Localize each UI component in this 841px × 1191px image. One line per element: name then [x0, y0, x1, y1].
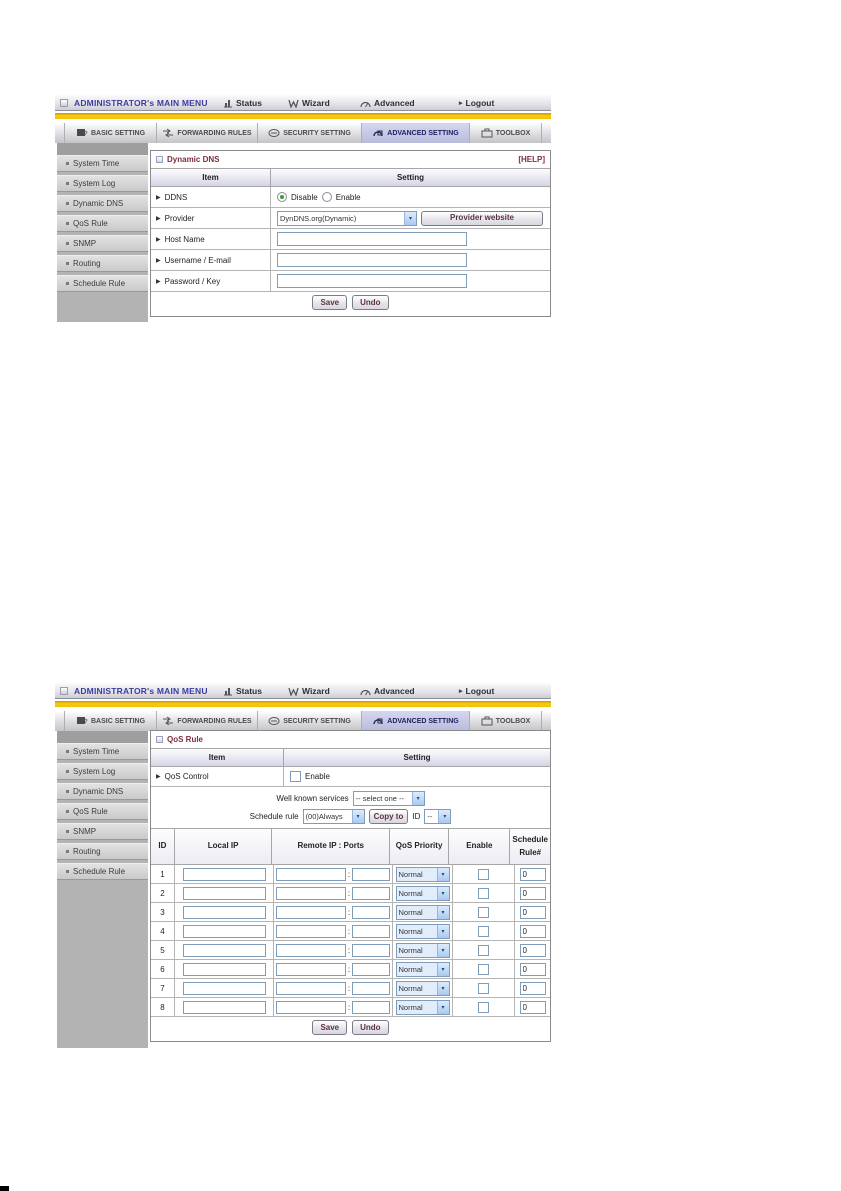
well-known-services-label: Well known services [276, 794, 349, 803]
undo-button[interactable]: Undo [352, 1020, 388, 1035]
local-ip-input[interactable] [183, 1001, 266, 1014]
tab-bar [55, 123, 551, 143]
sidebar-item-routing[interactable]: Routing [57, 843, 148, 860]
sidebar-item-routing[interactable]: Routing [57, 255, 148, 272]
bullet-icon [66, 830, 69, 833]
bullet-icon [66, 202, 69, 205]
remote-ip-input[interactable] [276, 906, 346, 919]
chevron-down-icon: ▾ [437, 887, 449, 900]
basic-setting-icon [76, 128, 88, 138]
advanced-icon [360, 687, 371, 696]
chevron-down-icon: ▾ [437, 1001, 449, 1014]
column-header-setting: Setting [403, 753, 431, 762]
table-row: 3 : Normal ▾ 0 [151, 903, 550, 922]
column-header-item: Item [151, 169, 271, 186]
bullet-icon [66, 262, 69, 265]
col-header-priority: QoS Priority [390, 829, 449, 864]
provider-select[interactable]: DynDNS.org(Dynamic) ▾ [277, 211, 417, 226]
radio-dot-icon [280, 195, 284, 199]
table-row: 8 : Normal ▾ 0 [151, 998, 550, 1017]
host-name-input[interactable] [277, 232, 467, 246]
ports-input[interactable] [352, 887, 390, 900]
forwarding-rules-icon [162, 716, 174, 726]
remote-ip-input[interactable] [276, 963, 346, 976]
bullet-icon [66, 770, 69, 773]
row-arrow-icon: ▶ [156, 257, 161, 264]
priority-select[interactable]: Normal ▾ [396, 981, 450, 996]
accent-stripe [55, 113, 551, 119]
tab-advanced-setting[interactable]: ADVANCED SETTING [362, 123, 470, 143]
local-ip-input[interactable] [183, 925, 266, 938]
local-ip-input[interactable] [183, 868, 266, 881]
sidebar-item-qos-rule[interactable]: QoS Rule [57, 215, 148, 232]
main-menu-title: ADMINISTRATOR's MAIN MENU [74, 686, 208, 696]
bullet-icon [66, 870, 69, 873]
table-row: ▶ Provider DynDNS.org(Dynamic) ▾ Provider website [151, 208, 550, 229]
window-icon [60, 99, 68, 107]
col-header-id: ID [151, 829, 175, 864]
priority-select[interactable]: Normal ▾ [396, 962, 450, 977]
table-row: ▶ Host Name [151, 229, 550, 250]
tab-basic-setting[interactable]: BASIC SETTING [65, 123, 157, 143]
priority-select[interactable]: Normal ▾ [396, 1000, 450, 1015]
local-ip-input[interactable] [183, 982, 266, 995]
tab-spacer [55, 123, 65, 143]
security-setting-icon [268, 716, 280, 726]
status-icon [223, 687, 233, 696]
advanced-setting-icon [372, 128, 384, 138]
tab-spacer [55, 711, 65, 731]
local-ip-input[interactable] [183, 887, 266, 900]
panel-square-icon [156, 156, 163, 163]
screenshot-qos-rule [55, 683, 551, 1048]
qos-table-header [151, 829, 550, 865]
row-arrow-icon: ▶ [156, 215, 161, 222]
ddns-enable-radio[interactable] [322, 192, 332, 202]
row-arrow-icon: ▶ [156, 278, 161, 285]
menu-item-logout[interactable]: ▸ Logout [459, 98, 495, 108]
window-icon [60, 687, 68, 695]
menu-item-advanced[interactable]: Advanced [360, 98, 415, 108]
save-button[interactable]: Save [312, 1020, 347, 1035]
row-arrow-icon: ▶ [156, 774, 161, 780]
schedule-rule-input[interactable] [520, 906, 546, 919]
tab-bar [55, 711, 551, 731]
priority-select[interactable]: Normal ▾ [396, 943, 450, 958]
column-header-item: Item [151, 749, 284, 766]
ports-input[interactable] [352, 906, 390, 919]
sidebar-item-dynamic-dns[interactable]: Dynamic DNS [57, 783, 148, 800]
table-row: ▶ Username / E-mail [151, 250, 550, 271]
wizard-icon [288, 99, 299, 108]
toolbox-icon [481, 716, 493, 726]
tab-toolbox[interactable]: TOOLBOX [470, 711, 542, 731]
ports-input[interactable] [352, 944, 390, 957]
qos-control-row: ▶ QoS Control Enable [151, 767, 550, 787]
username-email-input[interactable] [277, 253, 467, 267]
col-header-local-ip: Local IP [175, 829, 273, 864]
table-row: 2 : Normal ▾ 0 [151, 884, 550, 903]
schedule-rule-label: Schedule rule [249, 812, 299, 821]
menu-item-status[interactable]: Status [223, 686, 262, 696]
local-ip-input[interactable] [183, 944, 266, 957]
main-menu-title: ADMINISTRATOR's MAIN MENU [74, 98, 208, 108]
ports-input[interactable] [352, 982, 390, 995]
tab-advanced-setting[interactable]: ADVANCED SETTING [362, 711, 470, 731]
tab-basic-setting[interactable]: BASIC SETTING [65, 711, 157, 731]
schedule-rule-input[interactable] [520, 982, 546, 995]
remote-ip-input[interactable] [276, 944, 346, 957]
sidebar-top-strip [57, 731, 148, 743]
col-header-enable: Enable [449, 829, 510, 864]
qos-rule-panel [150, 730, 551, 1042]
rule-enable-checkbox[interactable] [478, 1002, 489, 1013]
chevron-down-icon: ▾ [437, 925, 449, 938]
table-header-row [151, 168, 550, 187]
qos-rules-table [151, 829, 550, 1017]
accent-stripe [55, 701, 551, 707]
sidebar-item-dynamic-dns[interactable]: Dynamic DNS [57, 195, 148, 212]
local-ip-input[interactable] [183, 963, 266, 976]
help-link[interactable]: [HELP] [518, 155, 545, 164]
dynamic-dns-panel [150, 150, 551, 317]
qos-control-enable-checkbox[interactable] [290, 771, 301, 782]
remote-ip-input[interactable] [276, 1001, 346, 1014]
rule-enable-checkbox[interactable] [478, 869, 489, 880]
status-icon [223, 99, 233, 108]
ports-input[interactable] [352, 1001, 390, 1014]
forwarding-rules-icon [162, 128, 174, 138]
rule-enable-checkbox[interactable] [478, 945, 489, 956]
schedule-rule-input[interactable] [520, 1001, 546, 1014]
schedule-rule-input[interactable] [520, 963, 546, 976]
bullet-icon [66, 282, 69, 285]
table-row: 7 : Normal ▾ 0 [151, 979, 550, 998]
menu-item-wizard[interactable]: Wizard [288, 98, 330, 108]
schedule-rule-input[interactable] [520, 944, 546, 957]
advanced-setting-icon [372, 716, 384, 726]
rule-enable-checkbox[interactable] [478, 907, 489, 918]
priority-select[interactable]: Normal ▾ [396, 886, 450, 901]
table-row: 6 : Normal ▾ 0 [151, 960, 550, 979]
chevron-down-icon: ▾ [352, 810, 364, 823]
row-arrow-icon: ▶ [156, 236, 161, 243]
schedule-rule-input[interactable] [520, 887, 546, 900]
menu-item-logout[interactable]: ▸ Logout [459, 686, 495, 696]
copy-id-select[interactable]: -- ▾ [424, 809, 451, 824]
panel-square-icon [156, 736, 163, 743]
col-header-schedule: Schedule Rule# [512, 834, 548, 857]
bullet-icon [66, 750, 69, 753]
page-corner-mark [0, 1186, 9, 1191]
bullet-icon [66, 810, 69, 813]
main-menu-bar [55, 683, 551, 699]
tab-toolbox[interactable]: TOOLBOX [470, 123, 542, 143]
sidebar-top-strip [57, 143, 148, 155]
chevron-down-icon: ▾ [412, 792, 424, 805]
service-shortcut-area [151, 787, 550, 829]
table-row: ▶ Password / Key [151, 271, 550, 292]
advanced-icon [360, 99, 371, 108]
table-row: 5 : Normal ▾ 0 [151, 941, 550, 960]
button-row [151, 1017, 550, 1038]
basic-setting-icon [76, 716, 88, 726]
remote-ip-input[interactable] [276, 982, 346, 995]
ports-input[interactable] [352, 963, 390, 976]
sidebar-item-system-log[interactable]: System Log [57, 763, 148, 780]
remote-ip-input[interactable] [276, 868, 346, 881]
sidebar-item-system-log[interactable]: System Log [57, 175, 148, 192]
sidebar [57, 143, 148, 322]
copy-id-label: ID [412, 812, 421, 821]
table-row: 1 : Normal ▾ 0 [151, 865, 550, 884]
undo-button[interactable]: Undo [352, 295, 388, 310]
logout-arrow-icon: ▸ [459, 100, 463, 107]
sidebar [57, 731, 148, 1048]
tab-security-setting[interactable]: SECURITY SETTING [258, 711, 362, 731]
chevron-down-icon: ▾ [437, 944, 449, 957]
table-row: ▶ DDNS Disable Enable [151, 187, 550, 208]
chevron-down-icon: ▾ [437, 868, 449, 881]
bullet-icon [66, 222, 69, 225]
tab-security-setting[interactable]: SECURITY SETTING [258, 123, 362, 143]
main-menu-bar [55, 95, 551, 111]
panel-title: QoS Rule [167, 735, 204, 744]
well-known-services-select[interactable]: -- select one -- ▾ [353, 791, 425, 806]
ports-input[interactable] [352, 868, 390, 881]
tab-forwarding-rules[interactable]: FORWARDING RULES [157, 711, 258, 731]
toolbox-icon [481, 128, 493, 138]
priority-select[interactable]: Normal ▾ [396, 867, 450, 882]
password-key-input[interactable] [277, 274, 467, 288]
save-button[interactable]: Save [312, 295, 347, 310]
bullet-icon [66, 242, 69, 245]
sidebar-item-schedule-rule[interactable]: Schedule Rule [57, 275, 148, 292]
schedule-rule-select[interactable]: (00)Always ▾ [303, 809, 365, 824]
tab-forwarding-rules[interactable]: FORWARDING RULES [157, 123, 258, 143]
tab-filler [542, 123, 551, 143]
schedule-rule-input[interactable] [520, 868, 546, 881]
chevron-down-icon: ▾ [437, 982, 449, 995]
sidebar-item-system-time[interactable]: System Time [57, 155, 148, 172]
column-header-setting: Setting [396, 173, 425, 182]
rule-enable-checkbox[interactable] [478, 964, 489, 975]
rule-enable-checkbox[interactable] [478, 888, 489, 899]
screenshot-dynamic-dns [55, 95, 551, 322]
security-setting-icon [268, 128, 280, 138]
remote-ip-input[interactable] [276, 887, 346, 900]
sidebar-item-schedule-rule[interactable]: Schedule Rule [57, 863, 148, 880]
chevron-down-icon: ▾ [437, 963, 449, 976]
remote-ip-input[interactable] [276, 925, 346, 938]
tab-filler [542, 711, 551, 731]
chevron-down-icon: ▾ [438, 810, 450, 823]
copy-to-button[interactable]: Copy to [369, 809, 409, 824]
menu-item-advanced[interactable]: Advanced [360, 686, 415, 696]
table-row: 4 : Normal ▾ 0 [151, 922, 550, 941]
wizard-icon [288, 687, 299, 696]
rule-enable-checkbox[interactable] [478, 983, 489, 994]
menu-item-status[interactable]: Status [223, 98, 262, 108]
bullet-icon [66, 182, 69, 185]
panel-title: Dynamic DNS [167, 155, 220, 164]
provider-website-button[interactable]: Provider website [421, 211, 543, 226]
local-ip-input[interactable] [183, 906, 266, 919]
sidebar-item-qos-rule[interactable]: QoS Rule [57, 803, 148, 820]
sidebar-item-snmp[interactable]: SNMP [57, 823, 148, 840]
chevron-down-icon: ▾ [404, 212, 416, 225]
priority-select[interactable]: Normal ▾ [396, 905, 450, 920]
bullet-icon [66, 790, 69, 793]
rule-enable-checkbox[interactable] [478, 926, 489, 937]
sidebar-item-system-time[interactable]: System Time [57, 743, 148, 760]
col-header-remote: Remote IP : Ports [272, 829, 389, 864]
schedule-rule-input[interactable] [520, 925, 546, 938]
chevron-down-icon: ▾ [437, 906, 449, 919]
ddns-disable-radio[interactable] [277, 192, 287, 202]
row-arrow-icon: ▶ [156, 194, 161, 201]
bullet-icon [66, 162, 69, 165]
bullet-icon [66, 850, 69, 853]
logout-arrow-icon: ▸ [459, 688, 463, 695]
table-header-row [151, 748, 550, 767]
ports-input[interactable] [352, 925, 390, 938]
button-row [151, 292, 550, 313]
sidebar-item-snmp[interactable]: SNMP [57, 235, 148, 252]
priority-select[interactable]: Normal ▾ [396, 924, 450, 939]
menu-item-wizard[interactable]: Wizard [288, 686, 330, 696]
